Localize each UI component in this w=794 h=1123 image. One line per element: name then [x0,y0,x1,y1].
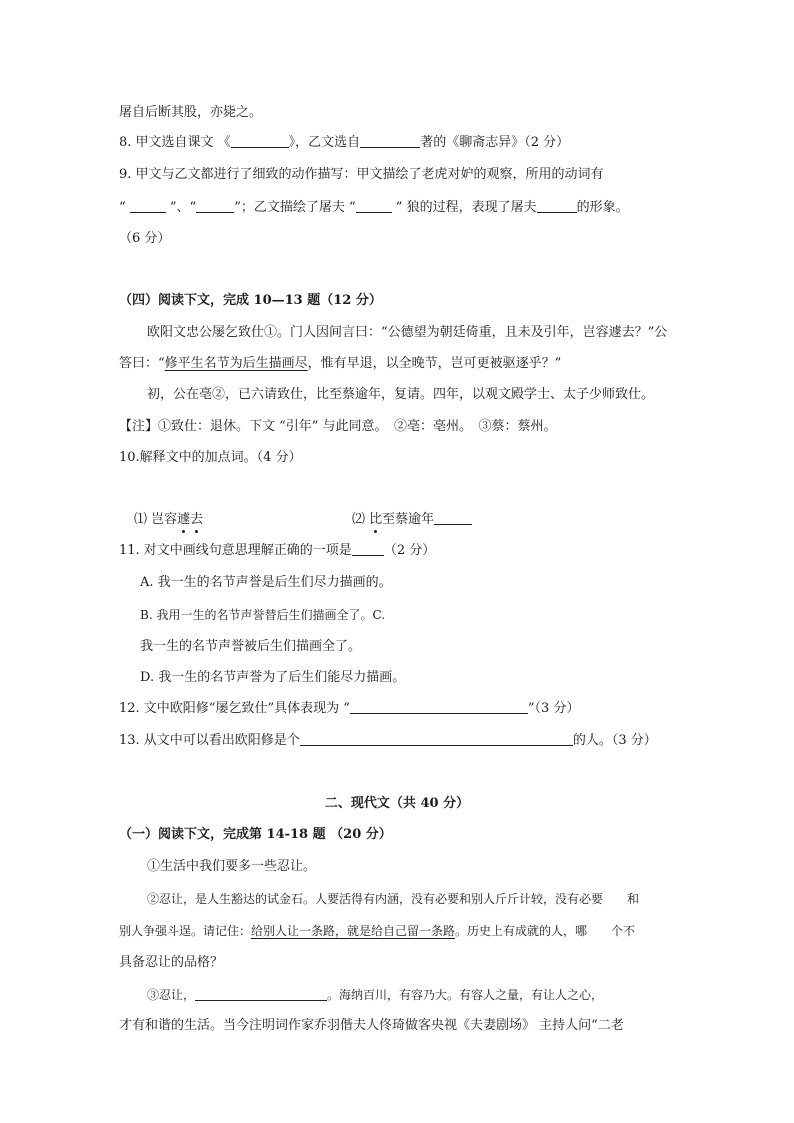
text: ②忍让，是人生豁达的试金石。人要活得有内涵，没有必要和别人斤斤计较，没有必要 和 [147,892,640,906]
text: 13. 从文中可以看出欧阳修是个 [119,733,300,748]
text: 9. 甲文与乙文都进行了细致的动作描写：甲文描绘了老虎对妒的观察，所用的动词有 [119,167,604,182]
passage-line [147,986,603,1004]
text: 11. 对文中画线句意思理解正确的一项是 [119,543,352,558]
passage-line [147,890,639,908]
answer-blank[interactable] [350,700,528,714]
text: 12. 文中欧阳修“屡乞致仕”具体表现为 “ [119,701,350,716]
text: （四）阅读下文，完成 10—13 题（12 分） [119,293,382,308]
text: ” 狼的过程，表现了屠夫 [391,200,537,215]
question-9-line-3 [119,230,170,248]
text: 的形象。 [576,200,629,215]
answer-blank[interactable] [352,542,384,556]
question-12 [119,700,579,718]
passage-line [119,922,635,940]
text: 》，乙文选自 [288,135,361,150]
option-b[interactable] [140,606,385,624]
question-11 [119,542,435,560]
option-a[interactable] [140,574,392,592]
answer-blank[interactable] [537,199,577,213]
answer-blank[interactable] [231,134,289,148]
question-10-item-2 [352,511,472,529]
text: 初，公在亳②，已六请致仕，比至蔡逾年，复请。四年，以观文殿学士、太子少师致仕。 [147,387,655,402]
section-title [119,292,382,310]
question-10-item-1 [134,511,203,529]
answer-blank[interactable] [360,134,420,148]
text: ”；乙文描绘了屠夫 “ [234,200,356,215]
text: 具备忍让的品格？ [119,955,224,970]
underlined-sentence: 给别人让一条路，就是给自己留一条路 [251,924,456,938]
passage-line [119,355,561,373]
text: ”、“ [165,200,197,215]
text: 【注】①致仕：退休。下文 “引年” 与此同意。 ②亳：亳州。 ③蔡：蔡州。 [119,419,557,434]
passage-line [147,858,316,876]
question-13 [119,732,657,750]
text: 至蔡逾年 [382,512,435,527]
answer-blank[interactable] [356,199,392,213]
dotted-word: 遽 [177,512,191,527]
text: 10.解释文中的加点词。（4 分） [119,450,302,465]
text: 答曰：“ [119,356,165,371]
text: 的人。（3 分） [572,733,657,748]
option-c[interactable] [140,638,361,656]
text: 欧阳文忠公屡乞致仕①。门人因间言曰：“公德望为朝廷倚重，且未及引年，岂容遽去？”公 [147,325,668,340]
section-title [119,826,392,844]
answer-blank[interactable] [300,732,573,746]
text: ⑵ [352,512,370,527]
text-line [119,104,262,122]
text: ③忍让， [147,988,196,1002]
question-9 [119,166,604,184]
text: A. 我一生的名节声誉是后生们尽力描画的。 [140,575,392,590]
text: D. 我一生的名节声誉为了后生们能尽力描画。 [140,670,406,685]
dotted-word: 去 [190,512,204,527]
answer-blank[interactable] [130,199,166,213]
answer-blank[interactable] [195,987,327,1001]
text: 才有和谐的生活。当今注明词作家乔羽偕夫人佟琦做客央视《夫妻剧场》 主持人问“二老 [119,1018,624,1033]
note-line [119,418,557,436]
text: 。历史上有成就的人，哪 个不 [455,924,636,938]
text: 别人争强斗逞。请记住： [119,924,252,938]
underlined-sentence: 修平生名节为后生描画尽 [164,356,308,371]
text: 著的《聊斋志异》（2 分） [420,135,570,150]
question-9-line-2 [119,199,629,217]
passage-line [119,954,223,972]
text: （2 分） [383,543,436,558]
part-title [0,795,794,813]
text: 8. 甲文选自课文 《 [119,135,231,150]
text: 二、现代文（共 40 分） [324,796,470,811]
text: ⑴ 岂容 [134,512,178,527]
text: B. 我用一生的名节声誉替后生们描画全了。C. [140,608,386,622]
text: “ [119,200,130,215]
text: 。海纳百川，有容乃大。有容人之量，有让人之心， [327,988,604,1002]
answer-blank[interactable] [434,511,472,525]
text: ①生活中我们要多一些忍让。 [147,859,317,874]
text: ，惟有早退，以全晚节，岂可更被驱逐乎？” [307,356,562,371]
text: ”（3 分） [527,701,580,716]
dotted-word: 比 [369,512,383,527]
text: （一）阅读下文，完成第 14-18 题 （20 分） [119,827,392,842]
question-8 [119,134,569,152]
text: 屠自后断其股，亦毙之。 [119,105,263,120]
passage-line [119,1017,624,1035]
passage-line [147,324,667,342]
option-d[interactable] [140,669,405,687]
question-10 [119,449,302,467]
passage-line [147,386,654,404]
answer-blank[interactable] [196,199,234,213]
text: 我一生的名节声誉被后生们描画全了。 [140,639,362,654]
text: （6 分） [119,231,171,246]
